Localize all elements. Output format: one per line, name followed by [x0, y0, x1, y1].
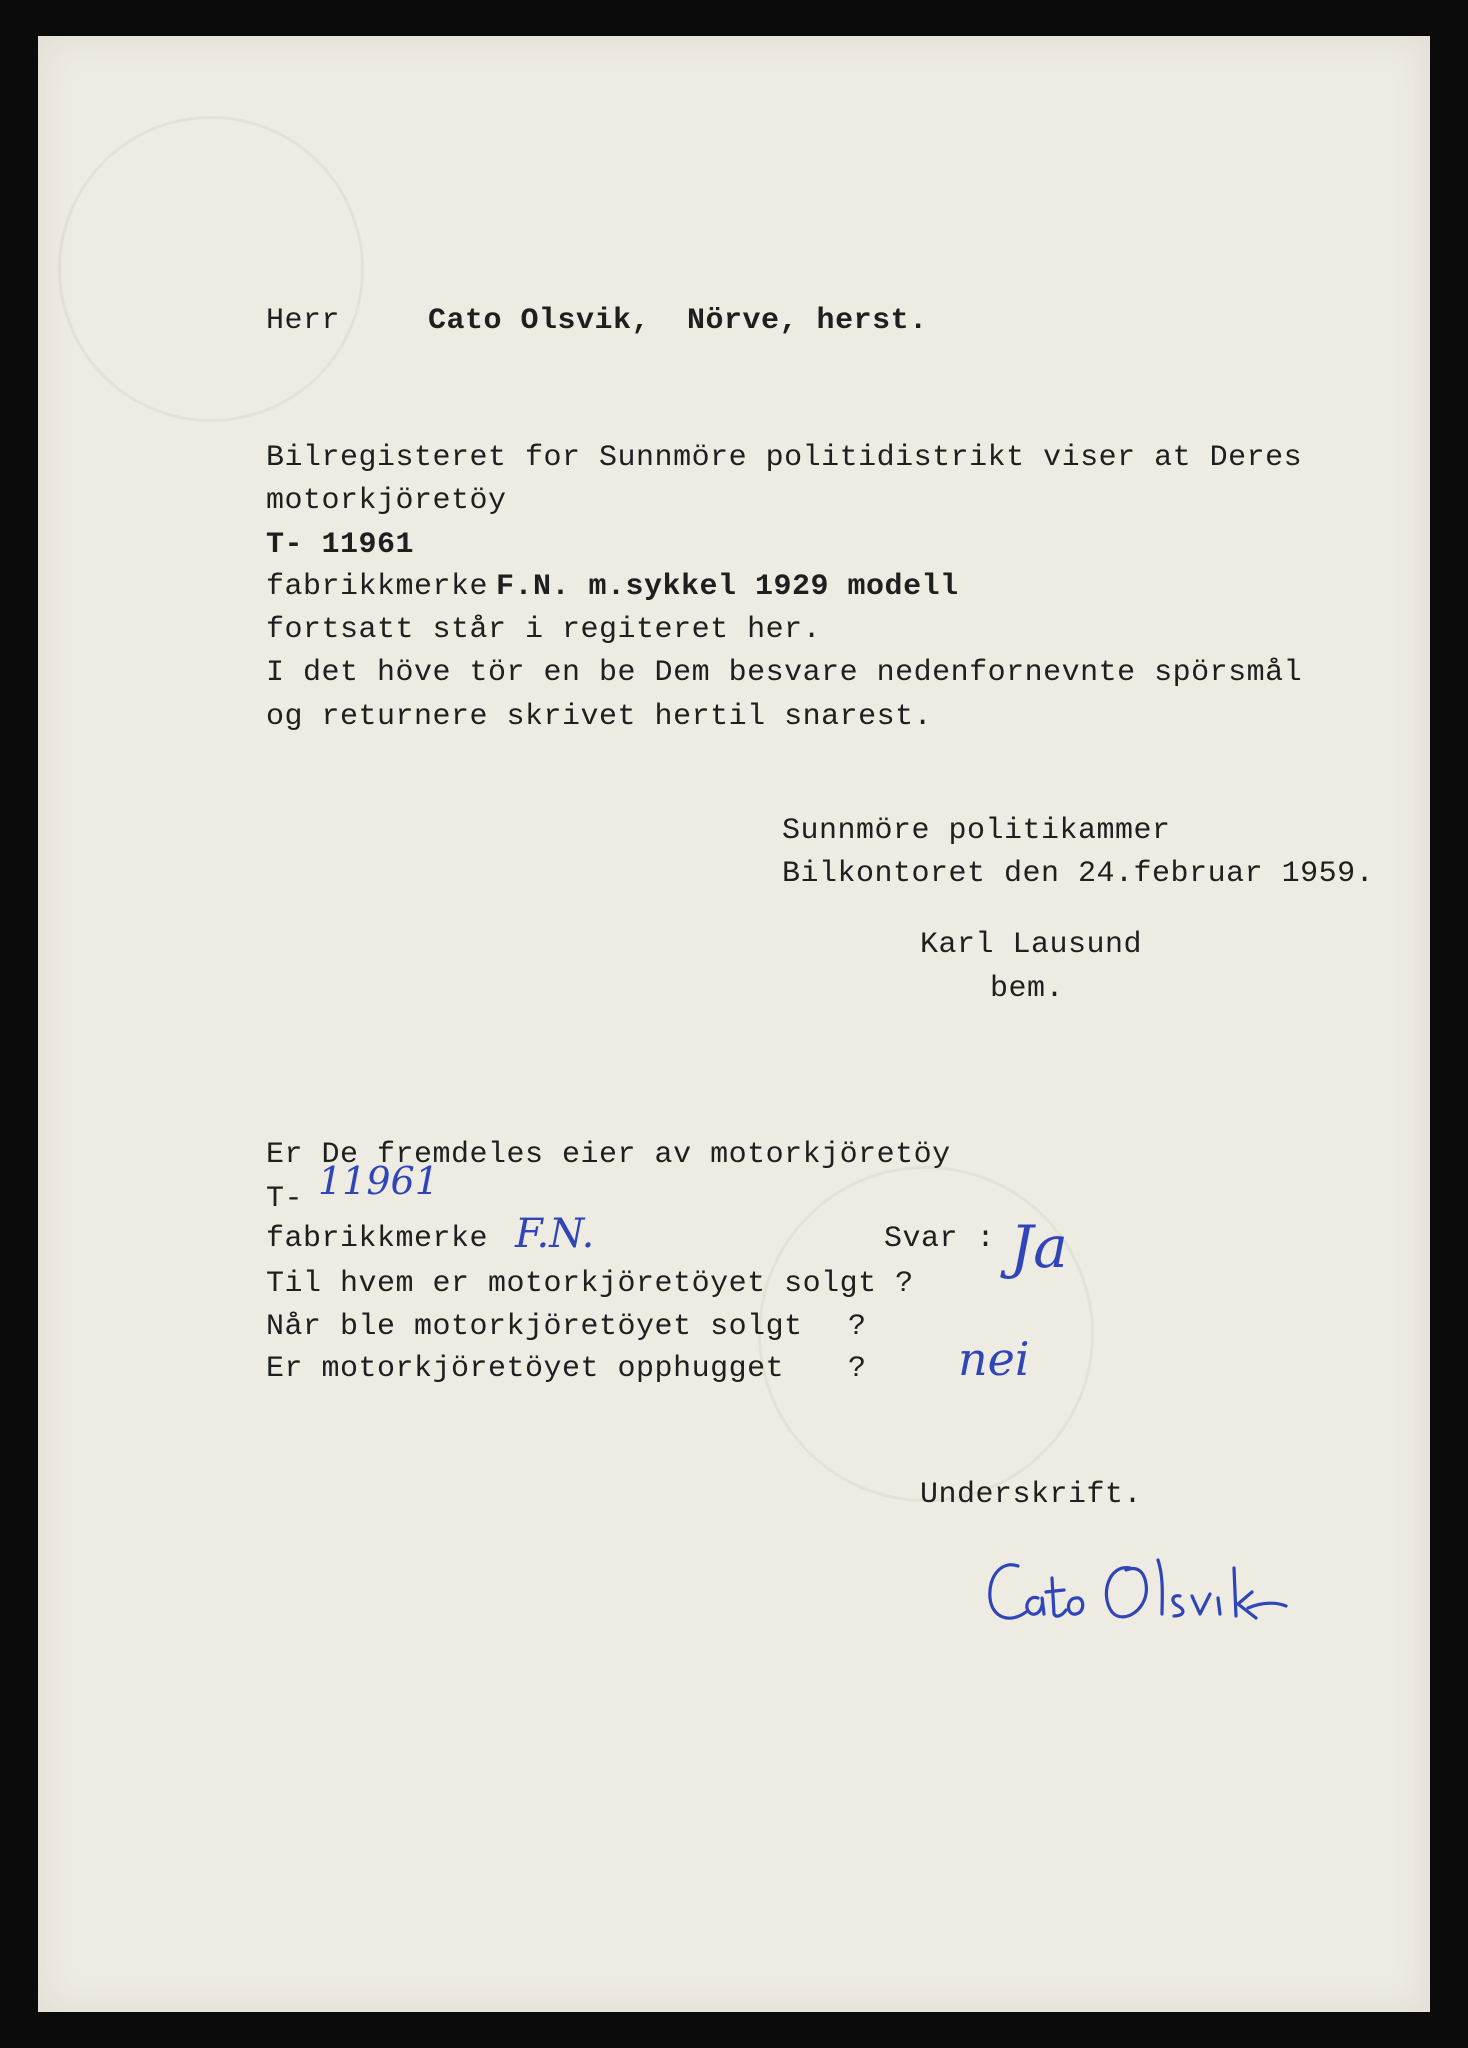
body-line-6: I det höve tör en be Dem besvare nedenfornevnte spörsmål: [266, 656, 1303, 690]
question-scrapped-mark: ?: [848, 1352, 867, 1386]
signer-name: Karl Lausund: [920, 928, 1143, 962]
body-line-2: motorkjöretöy: [266, 484, 507, 518]
signer-title: bem.: [990, 972, 1065, 1006]
question-sold-to: Til hvem er motorkjöretöyet solgt ?: [266, 1267, 914, 1301]
scrapped-answer-handwritten: nei: [958, 1332, 1030, 1386]
make-question-label: fabrikkmerke: [266, 1222, 489, 1256]
registration-number: T- 11961: [266, 528, 415, 562]
make-answer-handwritten: F.N.: [515, 1211, 595, 1257]
make-label: fabrikkmerke: [266, 570, 489, 604]
svar-answer-handwritten: Ja: [1010, 1213, 1068, 1281]
watermark-stamp-ghost: [58, 116, 364, 422]
sender-date: Bilkontoret den 24.februar 1959.: [782, 857, 1375, 891]
reg-answer-handwritten: 11961: [318, 1159, 439, 1203]
body-line-7: og returnere skrivet hertil snarest.: [266, 700, 933, 734]
body-line-1: Bilregisteret for Sunnmöre politidistrikt viser at Deres: [266, 441, 1303, 475]
svar-label: Svar :: [884, 1222, 996, 1256]
reg-label: T-: [266, 1182, 304, 1216]
body-line-5: fortsatt står i regiteret her.: [266, 613, 822, 647]
recipient-name: Cato Olsvik, Nörve, herst.: [428, 304, 928, 338]
questionnaire-intro: Er De fremdeles eier av motorkjöretöy: [266, 1138, 951, 1172]
question-scrapped: Er motorkjöretöyet opphugget: [266, 1352, 785, 1386]
handwritten-signature: [980, 1548, 1290, 1638]
salutation: Herr: [266, 304, 341, 338]
question-sold-when-mark: ?: [848, 1310, 867, 1344]
sender-office: Sunnmöre politikammer: [782, 814, 1171, 848]
make-value: F.N. m.sykkel 1929 modell: [496, 570, 959, 604]
signature-label: Underskrift.: [920, 1478, 1143, 1512]
question-sold-when: Når ble motorkjöretöyet solgt: [266, 1310, 803, 1344]
